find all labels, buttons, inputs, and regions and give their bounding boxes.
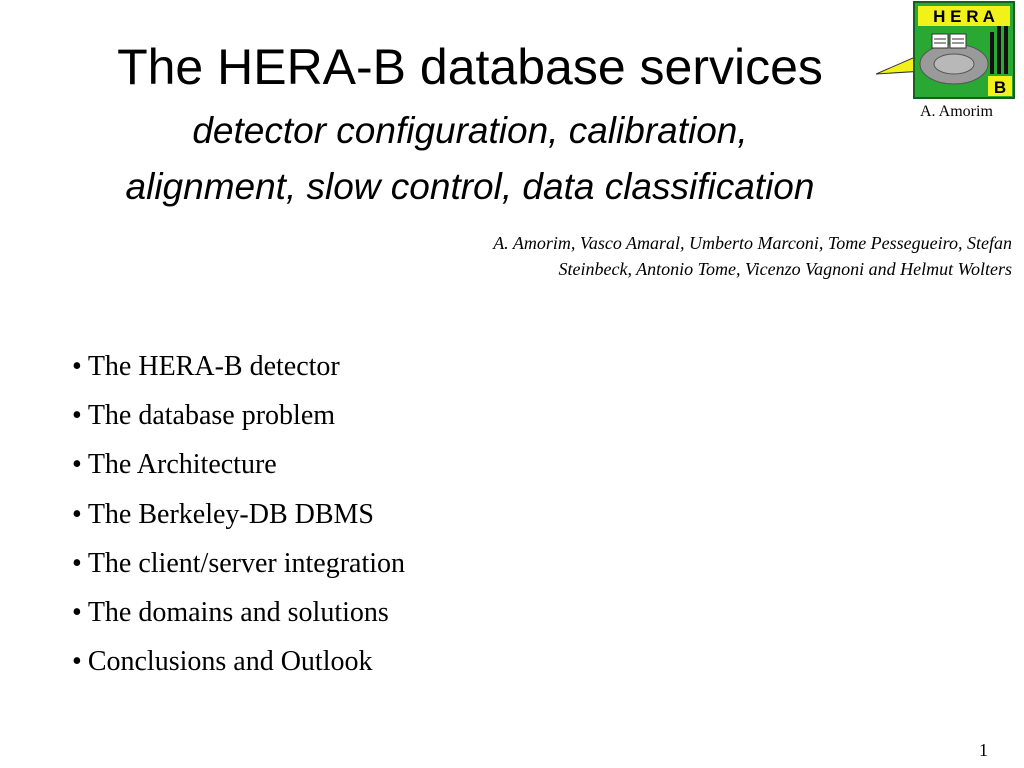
page-number: 1	[979, 740, 988, 760]
bullet-icon: •	[72, 498, 82, 530]
list-item-text: The domains and solutions	[87, 597, 389, 629]
list-item-text: The Berkeley-DB DBMS	[87, 498, 374, 530]
list-item	[72, 588, 405, 637]
list-item-text: The Architecture	[87, 449, 277, 481]
logo-bottom-text: B	[993, 78, 1007, 97]
stripe-icon	[990, 32, 994, 74]
hera-b-logo	[876, 0, 1016, 100]
bullet-icon: •	[72, 400, 82, 432]
list-item	[72, 539, 405, 588]
list-item-text: The HERA-B detector	[87, 351, 340, 382]
authors-line-2: Steinbeck, Antonio Tome, Vicenzo Vagnoni and Helmut Wolters	[558, 259, 1012, 279]
list-item	[72, 391, 405, 440]
list-item	[72, 490, 405, 539]
list-item	[72, 342, 405, 391]
bullet-icon: •	[72, 597, 82, 629]
bullet-icon: •	[72, 547, 82, 579]
card-icon	[932, 34, 948, 48]
hera-b-logo-graphic	[876, 0, 1016, 100]
list-item-text: The client/server integration	[87, 547, 406, 579]
bullet-icon: •	[72, 646, 82, 678]
slide-title: The HERA-B database services	[117, 39, 823, 95]
subtitle-line-1: detector configuration, calibration,	[192, 110, 748, 151]
authors-line-1: A. Amorim, Vasco Amaral, Umberto Marconi, Tome Pessegueiro, Stefan	[493, 233, 1012, 253]
bullet-icon: •	[72, 351, 82, 382]
bullet-icon: •	[72, 449, 82, 481]
list-item-text: The database problem	[87, 400, 336, 432]
logo-top-text: H E R A	[933, 7, 995, 26]
subtitle-line-2: alignment, slow control, data classification	[125, 166, 815, 207]
author-list	[292, 230, 1012, 282]
outline-list	[72, 342, 405, 686]
list-item-text: Conclusions and Outlook	[87, 646, 373, 678]
logo-caption: A. Amorim	[920, 103, 993, 120]
slide-subtitle	[0, 103, 940, 215]
list-item	[72, 637, 405, 686]
list-item	[72, 440, 405, 489]
card-icon	[950, 34, 966, 48]
